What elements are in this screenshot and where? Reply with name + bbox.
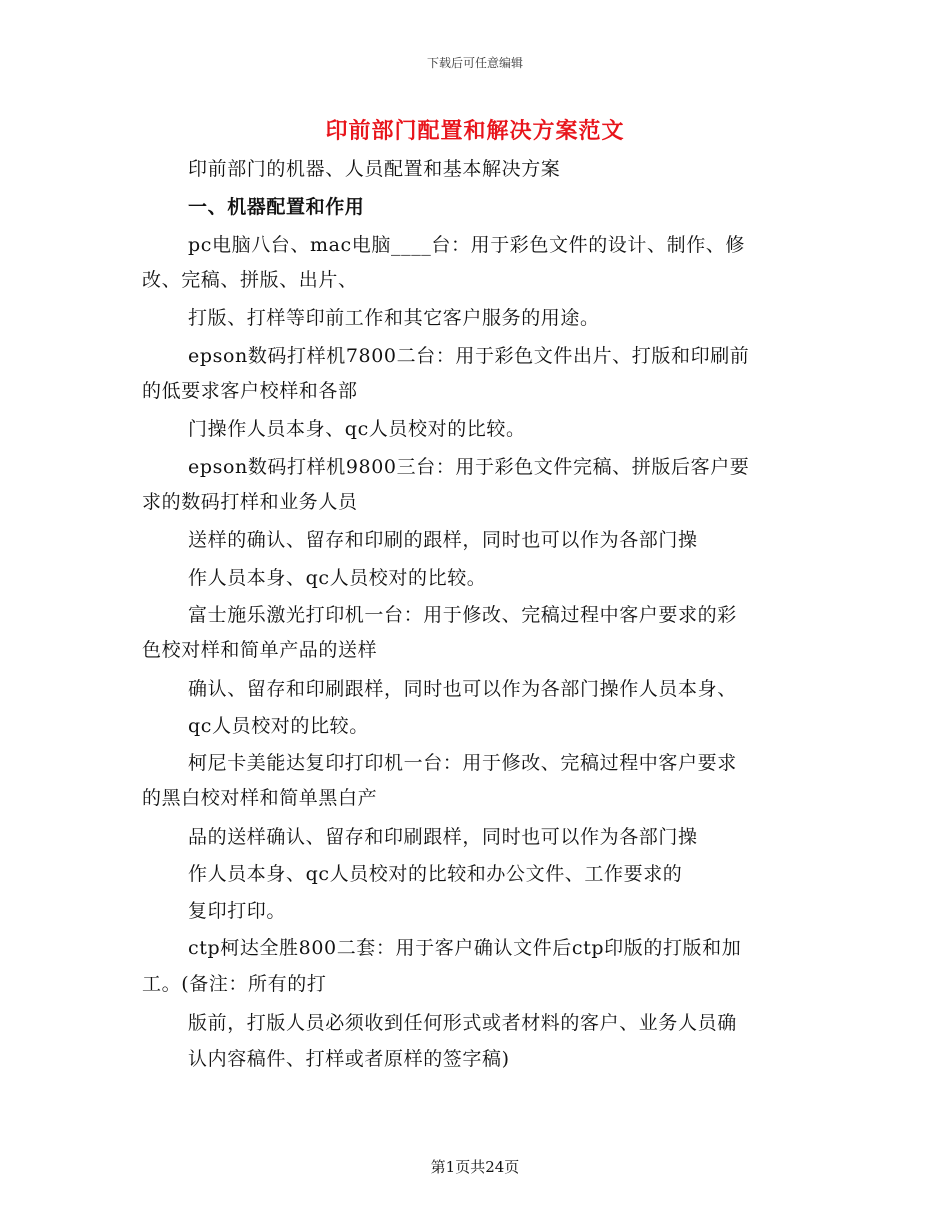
- header-note: 下载后可任意编辑: [426, 56, 523, 70]
- body-line: qc人员校对的比较。: [188, 715, 369, 737]
- body-line: 富士施乐激光打印机一台：用于修改、完稿过程中客户要求的彩: [188, 604, 737, 626]
- body-line: 的低要求客户校样和各部: [142, 380, 358, 402]
- body-line: pc电脑八台、mac电脑____台：用于彩色文件的设计、制作、修: [188, 234, 745, 256]
- body-line: 确认、留存和印刷跟样，同时也可以作为各部门操作人员本身、: [188, 678, 737, 700]
- body-line: 作人员本身、qc人员校对的比较。: [188, 567, 487, 589]
- body-line: 的黑白校对样和简单黑白产: [142, 787, 378, 809]
- page-footer: 第1页共24页: [430, 1158, 520, 1176]
- body-line: 作人员本身、qc人员校对的比较和办公文件、工作要求的: [188, 863, 683, 885]
- body-line: 打版、打样等印前工作和其它客户服务的用途。: [188, 307, 600, 329]
- body-line: 品的送样确认、留存和印刷跟样，同时也可以作为各部门操: [188, 826, 698, 848]
- body-line: 版前，打版人员必须收到任何形式或者材料的客户、业务人员确: [188, 1012, 737, 1034]
- body-line: 工。(备注：所有的打: [142, 973, 327, 995]
- body-line: 印前部门的机器、人员配置和基本解决方案: [188, 158, 561, 180]
- document-title: 印前部门配置和解决方案范文: [325, 118, 625, 144]
- body-line: 送样的确认、留存和印刷的跟样，同时也可以作为各部门操: [188, 529, 698, 551]
- section-heading: 一、机器配置和作用: [188, 196, 365, 218]
- body-line: 认内容稿件、打样或者原样的签字稿): [188, 1048, 510, 1070]
- body-line: 复印打印。: [188, 900, 287, 922]
- body-line: 柯尼卡美能达复印打印机一台：用于修改、完稿过程中客户要求: [188, 752, 737, 774]
- body-line: 求的数码打样和业务人员: [142, 491, 358, 513]
- body-line: epson数码打样机7800二台：用于彩色文件出片、打版和印刷前: [188, 345, 750, 367]
- body-line: 改、完稿、拼版、出片、: [142, 269, 358, 291]
- body-line: ctp柯达全胜800二套：用于客户确认文件后ctp印版的打版和加: [188, 937, 742, 959]
- body-line: 门操作人员本身、qc人员校对的比较。: [188, 418, 526, 440]
- body-line: epson数码打样机9800三台：用于彩色文件完稿、拼版后客户要: [188, 456, 750, 478]
- body-line: 色校对样和简单产品的送样: [142, 639, 378, 661]
